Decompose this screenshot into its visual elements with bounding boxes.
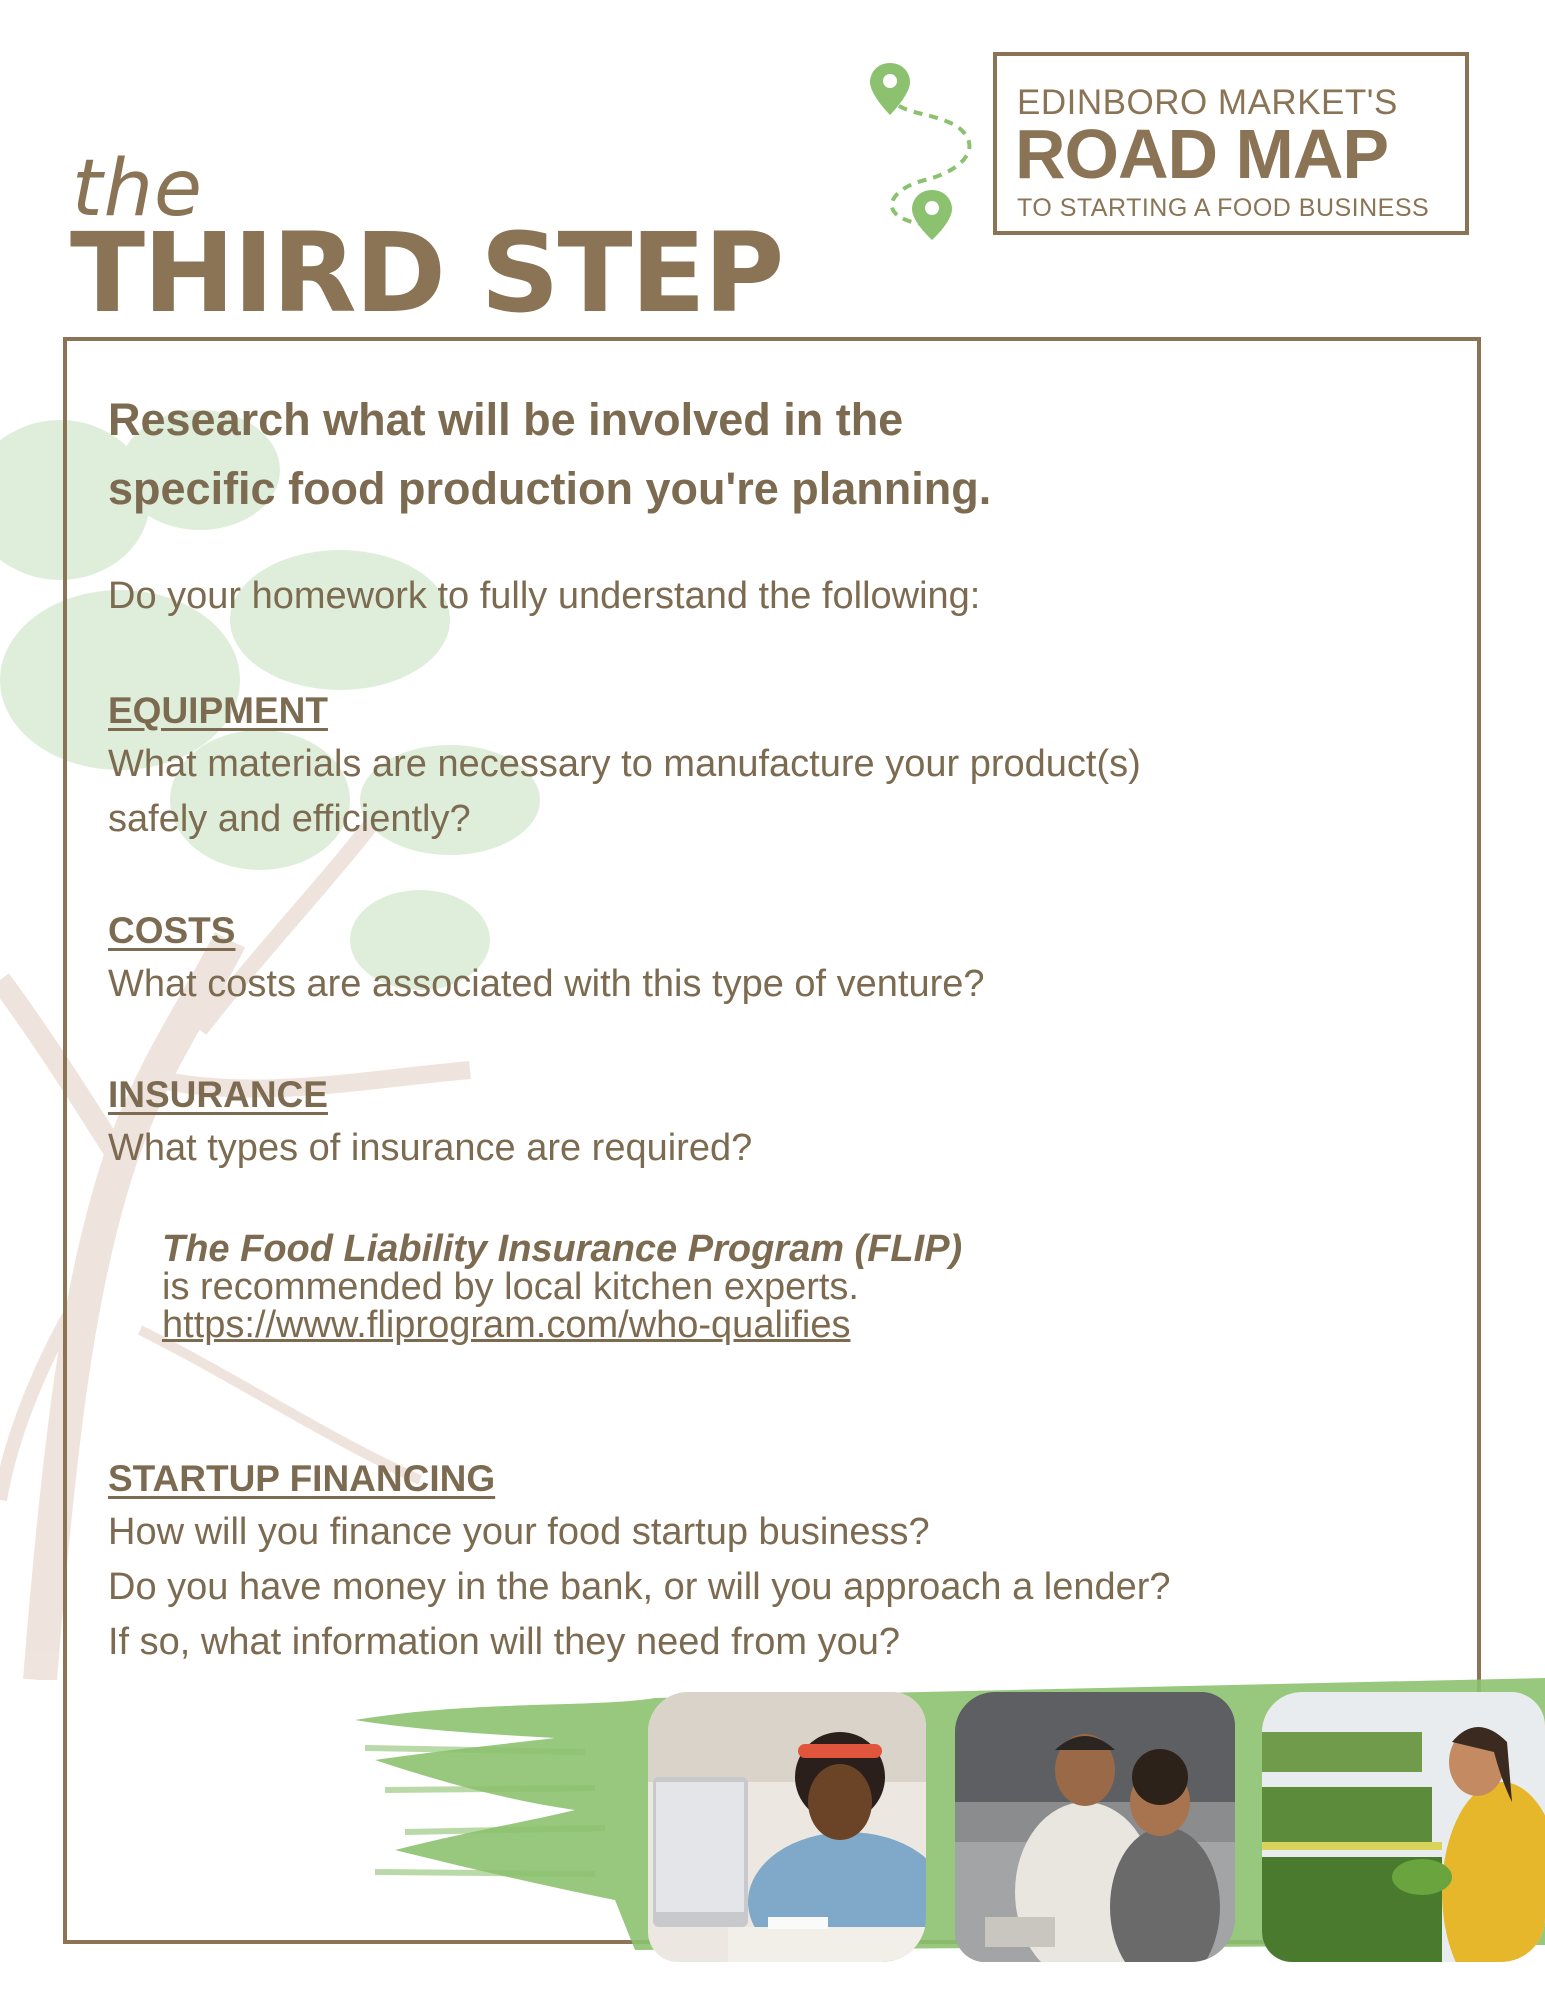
section-startup-financing: [108, 1453, 1388, 1670]
page-title: THIRD STEP: [70, 209, 783, 337]
section-body: [108, 957, 1388, 1012]
section-body: [108, 1505, 1388, 1670]
section-insurance: [108, 1069, 1388, 1176]
flip-description: is recommended by local kitchen experts.: [162, 1266, 859, 1308]
section-body-line: safely and efficiently?: [108, 798, 471, 840]
section-title: STARTUP FINANCING: [108, 1458, 496, 1499]
flip-recommendation: [162, 1230, 962, 1344]
photo-woman-with-microgreens: [1262, 1692, 1545, 1962]
route-path-icon: [855, 55, 995, 240]
logo-road-map: [993, 52, 1469, 235]
section-body-line: What types of insurance are required?: [108, 1127, 753, 1169]
logo-line-2: ROAD MAP: [1015, 115, 1389, 193]
section-body-line: How will you finance your food startup business?: [108, 1511, 930, 1553]
photo-chefs-in-kitchen: [955, 1692, 1235, 1962]
intro-heading-line-2: specific food production you're planning.: [108, 463, 992, 514]
section-body-line: If so, what information will they need from you?: [108, 1621, 901, 1663]
section-title: EQUIPMENT: [108, 690, 328, 731]
section-body: [108, 737, 1388, 847]
instruction-text: Do your homework to fully understand the following:: [108, 575, 981, 617]
photo-woman-with-laptop: [648, 1692, 926, 1962]
section-equipment: [108, 685, 1388, 847]
intro-heading-line-1: Research what will be involved in the: [108, 394, 904, 445]
section-costs: [108, 905, 1388, 1012]
logo-line-3: TO STARTING A FOOD BUSINESS: [1017, 194, 1430, 222]
section-title: COSTS: [108, 910, 236, 951]
header-the: the: [72, 144, 204, 234]
map-pin-icon: [912, 190, 952, 240]
section-body-line: What costs are associated with this type of venture?: [108, 963, 985, 1005]
section-title: INSURANCE: [108, 1074, 328, 1115]
section-body-line: What materials are necessary to manufacture your product(s): [108, 743, 1141, 785]
logo-line-1: EDINBORO MARKET'S: [1017, 83, 1398, 122]
flip-title: The Food Liability Insurance Program (FLIP): [162, 1228, 963, 1270]
section-body: [108, 1121, 1388, 1176]
section-body-line: Do you have money in the bank, or will you approach a lender?: [108, 1566, 1171, 1608]
intro-heading: [108, 385, 1408, 523]
flip-link[interactable]: https://www.fliprogram.com/who-qualifies: [162, 1304, 851, 1346]
